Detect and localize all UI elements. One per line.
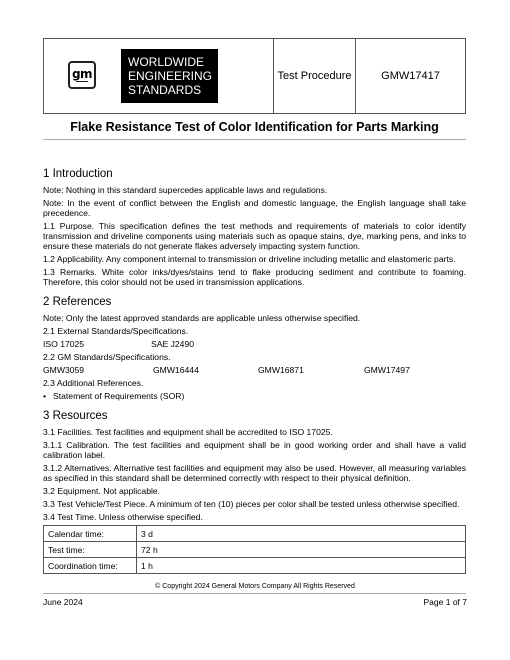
reference-item: SAE J2490 <box>151 339 194 349</box>
paragraph: 1.2 Applicability. Any component internal to transmission or driveline including metallic and elastomeric parts. <box>43 254 456 264</box>
paragraph: 3.1 Facilities. Test facilities and equipment shall be accredited to ISO 17025. <box>43 427 333 437</box>
reference-item: GMW16871 <box>258 365 304 375</box>
paragraph: 3.1.1 Calibration. The test facilities and equipment shall be in good working order and shall have a valid calibration label. <box>43 440 466 460</box>
gm-logo-underline <box>76 81 88 83</box>
table-cell-value: 1 h <box>137 558 466 574</box>
paragraph: 3.1.2 Alternatives. Alternative test facilities and equipment may also be used. However, all measuring variables as specified in this standard shall be determined correctly with respect to their physical definition. <box>43 463 466 483</box>
table-row <box>44 542 466 558</box>
reference-item: GMW16444 <box>153 365 199 375</box>
org-line-3: STANDARDS <box>128 83 202 97</box>
bullet-dot: • <box>43 391 47 401</box>
table-cell-value: 72 h <box>137 542 466 558</box>
reference-item: ISO 17025 <box>43 339 85 349</box>
header-org-cell <box>44 39 274 113</box>
document-header <box>43 38 466 114</box>
paragraph: Note: In the event of conflict between the English and domestic language, the English language shall take precedence. <box>43 198 466 218</box>
reference-item: GMW17497 <box>364 365 410 375</box>
external-standards-list <box>43 339 466 349</box>
paragraph: 3.4 Test Time. Unless otherwise specified. <box>43 512 203 522</box>
paragraph: 1.3 Remarks. White color inks/dyes/stains tend to flake producing sediment and contribute to foaming. Therefore, this color should not be used in transmission applications. <box>43 267 466 287</box>
paragraph: Note: Nothing in this standard supercedes applicable laws and regulations. <box>43 185 328 195</box>
table-cell-label: Coordination time: <box>44 558 137 574</box>
table-cell-label: Calendar time: <box>44 526 137 542</box>
gm-logo-text: gm <box>71 67 93 81</box>
org-line-1: WORLDWIDE <box>128 55 204 69</box>
bullet-text: Statement of Requirements (SOR) <box>53 391 185 401</box>
table-cell-label: Test time: <box>44 542 137 558</box>
footer-date: June 2024 <box>43 597 83 607</box>
footer-rule <box>43 593 466 594</box>
title-rule <box>43 139 466 140</box>
paragraph: 3.2 Equipment. Not applicable. <box>43 486 161 496</box>
paragraph: 3.3 Test Vehicle/Test Piece. A minimum of ten (10) pieces per color shall be tested unless otherwise specified. <box>43 499 460 509</box>
paragraph: 2.1 External Standards/Specifications. <box>43 326 189 336</box>
copyright-notice: © Copyright 2024 General Motors Company All Rights Reserved <box>155 583 355 590</box>
paragraph: Note: Only the latest approved standards are applicable unless otherwise specified. <box>43 313 361 323</box>
reference-item: GMW3059 <box>43 365 85 375</box>
table-row <box>44 526 466 542</box>
table-cell-value: 3 d <box>137 526 466 542</box>
section-heading-introduction: 1 Introduction <box>43 168 113 180</box>
page-number: Page 1 of 7 <box>423 597 467 607</box>
test-time-table <box>43 525 466 574</box>
doc-type: Test Procedure <box>277 70 352 82</box>
document-body <box>43 162 466 574</box>
header-doc-number-cell <box>356 39 465 113</box>
paragraph: 2.2 GM Standards/Specifications. <box>43 352 171 362</box>
document-title: Flake Resistance Test of Color Identification for Parts Marking <box>70 120 439 134</box>
header-doc-type-cell <box>274 39 356 113</box>
gm-standards-list <box>43 365 466 375</box>
paragraph: 2.3 Additional References. <box>43 378 144 388</box>
section-heading-references: 2 References <box>43 296 112 308</box>
table-row <box>44 558 466 574</box>
paragraph: 1.1 Purpose. This specification defines the test methods and requirements of materials to color identify transmission and driveline components using materials such as opaque stains, dye, marking pens, and inks to ensure these materials do not generate flakes adversely impacting system function. <box>43 221 466 251</box>
bullet-item <box>43 391 466 401</box>
org-line-2: ENGINEERING <box>128 69 213 83</box>
gm-logo <box>68 61 96 89</box>
org-name-box <box>121 49 218 103</box>
doc-number: GMW17417 <box>381 70 440 82</box>
section-heading-resources: 3 Resources <box>43 410 108 422</box>
